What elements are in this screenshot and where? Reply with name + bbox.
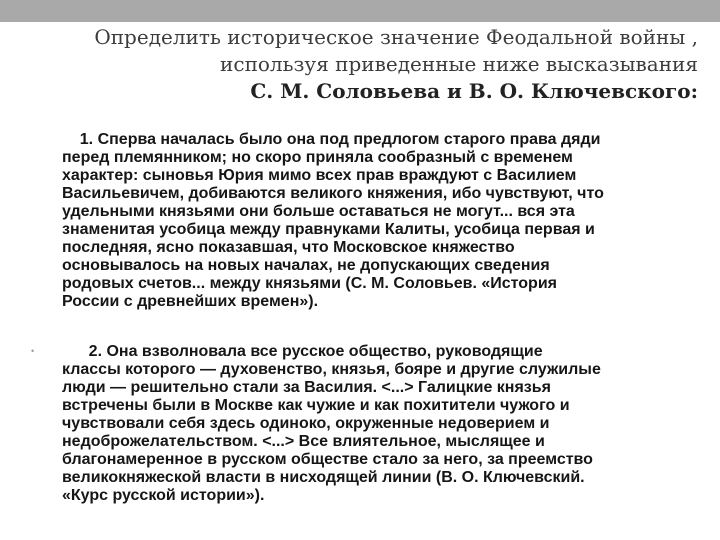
- bullet-dot: •: [31, 346, 35, 356]
- paragraph-line: люди — решительно стали за Василия. <...> Галицкие князья: [62, 379, 551, 396]
- paragraph-line: чувствовали себя здесь одиноко, окруженные недоверием и: [62, 415, 550, 432]
- paragraph-line: благонамеренное в русском обществе стало за него, за преемство: [62, 451, 593, 468]
- paragraph-line: недоброжелательством. <...> Все влиятельное, мыслящее и: [62, 433, 545, 450]
- paragraph-line: России с древнейших времен»).: [62, 293, 319, 310]
- title-line-1: Определить историческое значение Феодальной войны ,: [94, 25, 698, 49]
- title-line-3: С. М. Соловьева и В. О. Ключевского:: [250, 79, 698, 103]
- quote-paragraph-2: [62, 343, 702, 505]
- paragraph-line: удельными князьями они больше оставаться не могут... вся эта: [62, 203, 575, 220]
- paragraph-line: Васильевичем, добиваются великого княжения, ибо чувствуют, что: [62, 185, 604, 202]
- paragraph-line: встречены были в Москве как чужие и как похитители чужого и: [62, 397, 570, 414]
- quote-paragraph-1: [62, 131, 702, 311]
- paragraph-line: великокняжеской власти в нисходящей линии (В. О. Ключевский.: [62, 469, 585, 486]
- top-banner-bar: [0, 0, 720, 22]
- paragraph-line: «Курс русской истории»).: [62, 487, 265, 504]
- paragraph-line: классы которого — духовенство, князья, бояре и другие служилые: [62, 361, 601, 378]
- paragraph-line: родовых счетов... между князьями (С. М. Соловьев. «История: [62, 275, 557, 292]
- paragraph-line: 2. Она взволновала все русское общество, руководящие: [62, 343, 543, 360]
- paragraph-line: перед племянником; но скоро приняла сообразный с временем: [62, 149, 573, 166]
- title-line-2: используя приведенные ниже высказывания: [220, 52, 698, 76]
- paragraph-line: 1. Сперва началась было она под предлогом старого права дяди: [62, 131, 601, 148]
- paragraph-line: знаменитая усобица между правнуками Калиты, усобица первая и: [62, 221, 595, 238]
- paragraph-line: основывалось на новых началах, не допускающих сведения: [62, 257, 550, 274]
- paragraph-line: последняя, ясно показавшая, что Московское княжество: [62, 239, 515, 256]
- paragraph-line: характер: сыновья Юрия мимо всех прав враждуют с Василием: [62, 167, 577, 184]
- slide-title: [94, 24, 698, 105]
